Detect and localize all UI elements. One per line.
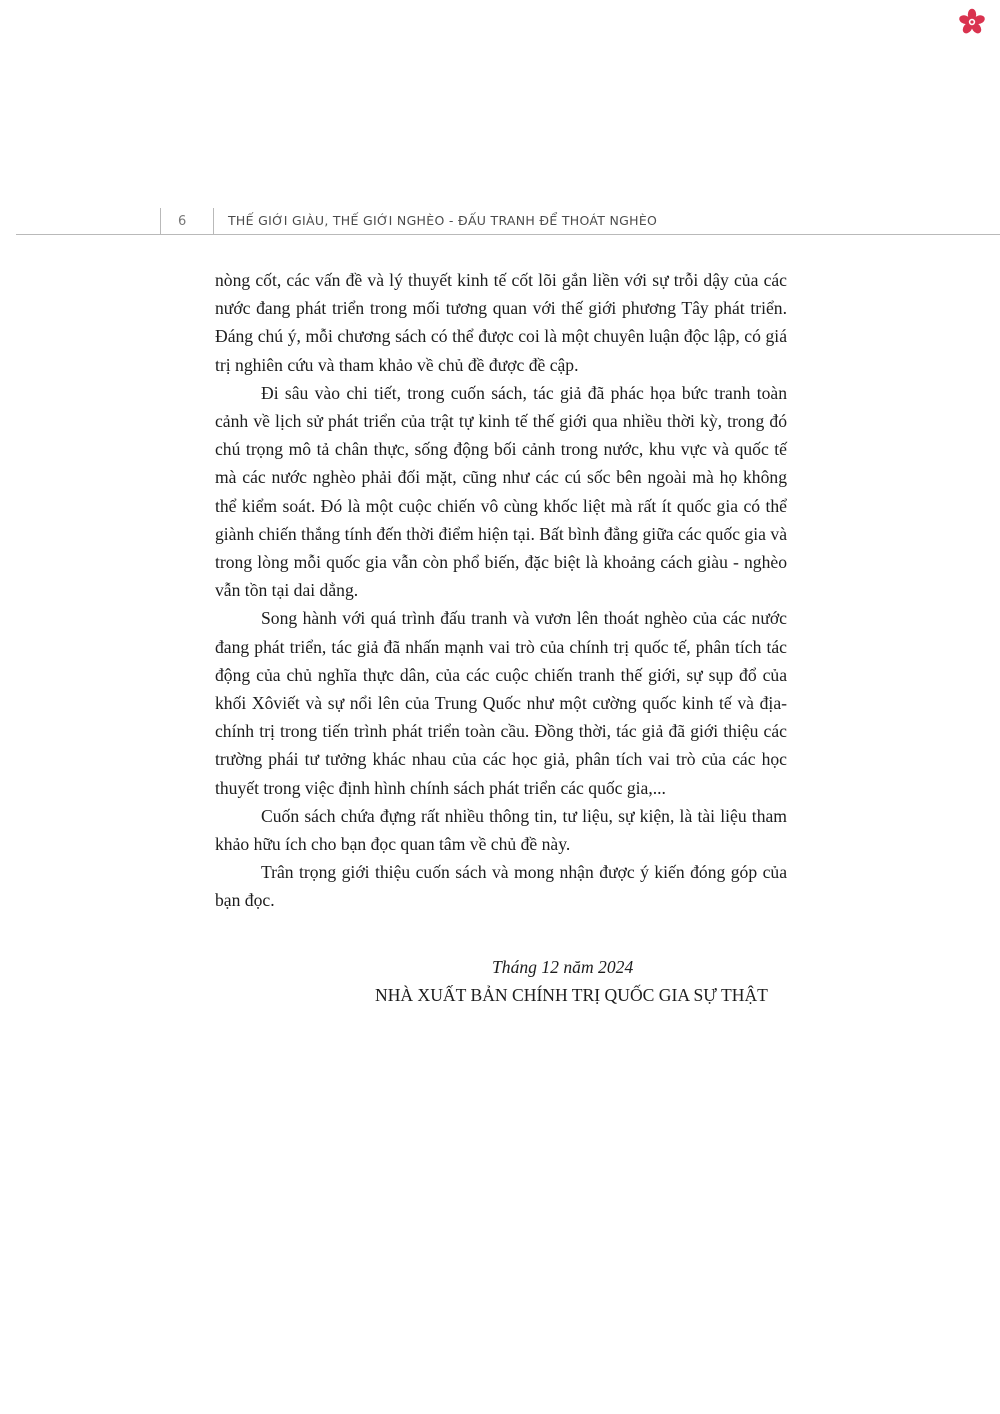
paragraph: Đi sâu vào chi tiết, trong cuốn sách, tác giả đã phác họa bức tranh toàn cảnh về lịch sử phát triển của trật tự kinh tế thế giới qua nhiều thời kỳ, trong đó chú trọng mô tả chân thực, sống động bối cảnh trong nước, khu vực và quốc tế mà các nước nghèo phải đối mặt, cũng như các cú sốc bên ngoài mà họ không thể kiểm soát. Đó là một cuộc chiến vô cùng khốc liệt mà rất ít quốc gia có thể giành chiến thắng tính đến thời điểm hiện tại. Bất bình đẳng giữa các quốc gia và trong lòng mỗi quốc gia vẫn còn phổ biến, đặc biệt là khoảng cách giàu - nghèo vẫn tồn tại dai dẳng.	[215, 382, 787, 601]
page-header	[0, 200, 1000, 240]
header-rule	[16, 234, 1000, 235]
body-text	[215, 266, 787, 915]
signature-date: Tháng 12 năm 2024	[492, 957, 634, 977]
paragraph: Trân trọng giới thiệu cuốn sách và mong nhận được ý kiến đóng góp của bạn đọc.	[215, 862, 787, 911]
running-title: THẾ GIỚI GIÀU, THẾ GIỚI NGHÈO - ĐẤU TRANH ĐỂ THOÁT NGHÈO	[228, 213, 658, 228]
paragraph: nòng cốt, các vấn đề và lý thuyết kinh tế cốt lõi gắn liền với sự trỗi dậy của các nước đang phát triển trong mối tương quan với thế giới phương Tây phát triển. Đáng chú ý, mỗi chương sách có thể được coi là một chuyên luận độc lập, có giá trị nghiên cứu và tham khảo về chủ đề được đề cập.	[215, 270, 787, 375]
paragraph: Song hành với quá trình đấu tranh và vươn lên thoát nghèo của các nước đang phát triển, tác giả đã nhấn mạnh vai trò của chính trị quốc tế, phân tích tác động của chủ nghĩa thực dân, của các cuộc chiến tranh thế giới, sự sụp đổ của khối Xôviết và sự nổi lên của Trung Quốc như một cường quốc kinh tế và địa-chính trị trong tiến trình phát triển toàn cầu. Đồng thời, tác giả đã giới thiệu các trường phái tư tưởng khác nhau của các học giả, phân tích vai trò của các học thuyết trong việc định hình chính sách phát triển các quốc gia,...	[215, 608, 787, 798]
header-divider-left	[160, 208, 161, 234]
page-number: 6	[178, 214, 187, 229]
paragraph: Cuốn sách chứa đựng rất nhiều thông tin, tư liệu, sự kiện, là tài liệu tham khảo hữu ích cho bạn đọc quan tâm về chủ đề này.	[215, 805, 787, 855]
header-divider-mid	[213, 208, 214, 234]
signature-publisher: NHÀ XUẤT BẢN CHÍNH TRỊ QUỐC GIA SỰ THẬT	[375, 985, 768, 1005]
flower-logo-icon	[958, 8, 986, 36]
